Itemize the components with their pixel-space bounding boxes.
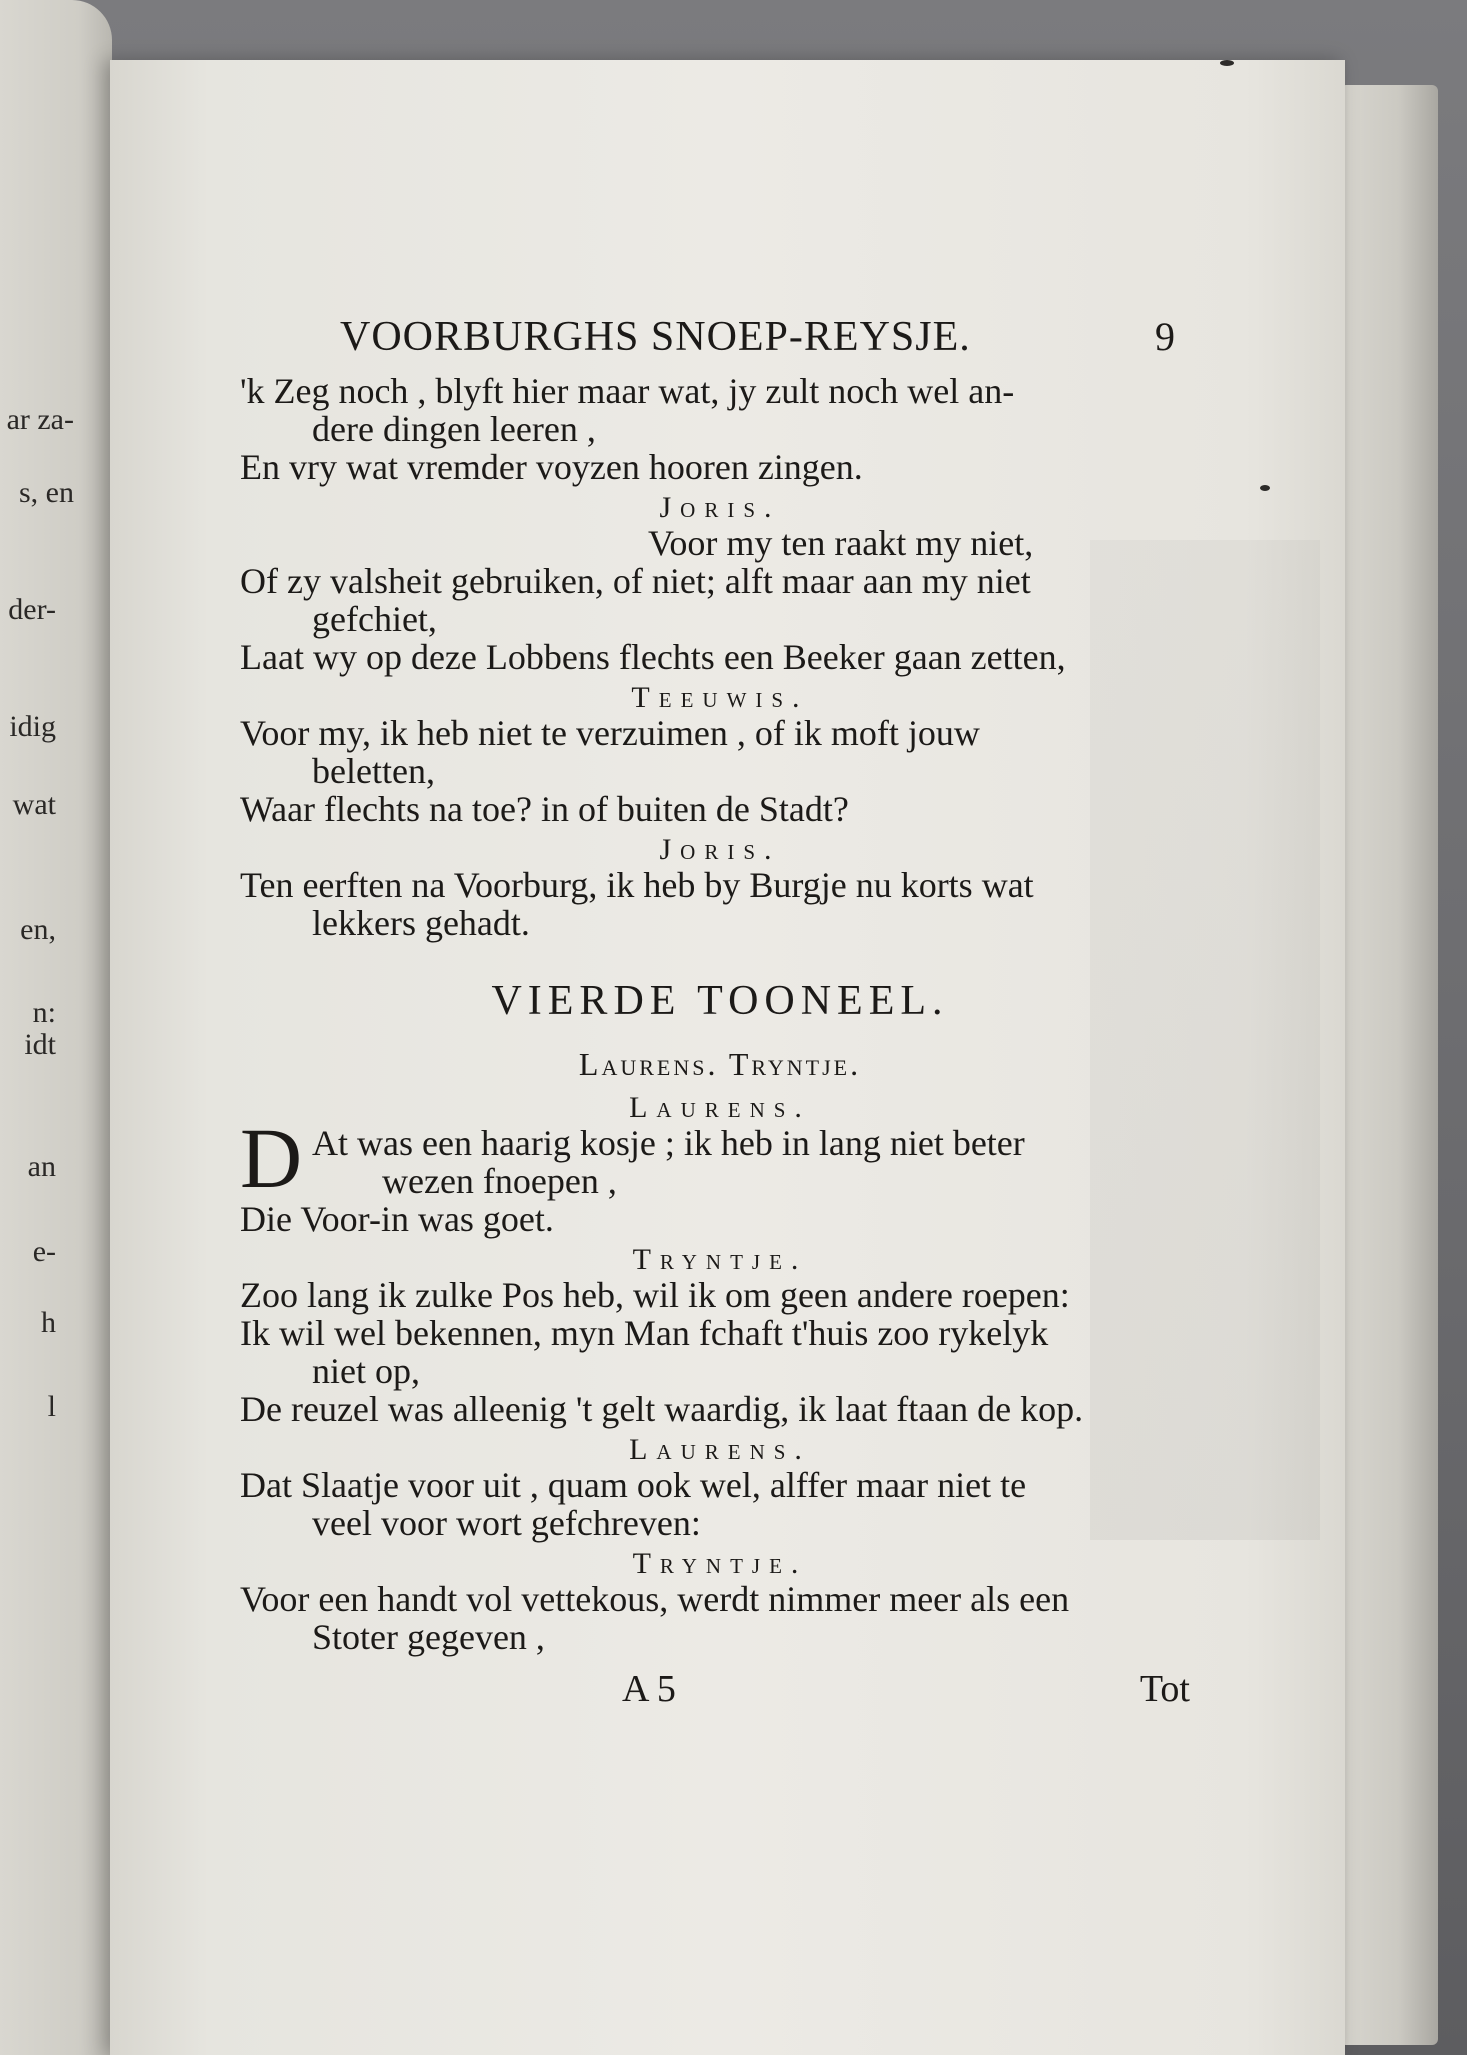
signature-mark: A 5	[622, 1668, 676, 1710]
scene-cast: Laurens. Tryntje.	[578, 1046, 862, 1082]
verse-line: Laat wy op deze Lobbens flechts een Beeker gaan zetten,	[240, 637, 1066, 677]
verse-line: niet op,	[312, 1351, 420, 1391]
verse-line: Die Voor-in was goet.	[240, 1199, 554, 1239]
left-page-fragment: ar za-	[6, 403, 74, 436]
verse-line: Of zy valsheit gebruiken, of niet; alft maar aan my niet	[240, 561, 1031, 601]
verse-line-text: At was een haarig kosje ; ik heb in lang niet beter	[312, 1123, 1025, 1163]
scene-dialogue	[240, 1086, 1200, 1656]
left-page-text-fragments	[0, 0, 112, 2055]
ink-speck	[1220, 60, 1234, 66]
dialogue-section	[240, 372, 1200, 942]
verse-line: Voor een handt vol vettekous, werdt nimmer meer als een	[240, 1579, 1070, 1619]
speaker-name: Joris.	[659, 491, 781, 524]
verse-line: Dat Slaatje voor uit , quam ook wel, alffer maar niet te	[240, 1465, 1027, 1505]
page-footer	[240, 1664, 1200, 1712]
speaker-name: Laurens.	[629, 1433, 811, 1466]
ink-speck	[1260, 485, 1270, 491]
left-page-fragment: der-	[8, 593, 56, 626]
verse-line: wezen fnoepen ,	[382, 1161, 617, 1201]
page-number: 9	[1155, 314, 1175, 359]
left-page-fragment: s, en	[19, 476, 74, 509]
left-page-fragment: l	[47, 1390, 56, 1423]
left-page-fragment: idig	[9, 710, 56, 743]
verse-line: 'k Zeg noch , blyft hier maar wat, jy zult noch wel an-	[240, 371, 1015, 411]
left-page-fragment: n:	[32, 996, 56, 1029]
speaker-name: Joris.	[659, 833, 781, 866]
left-page-fragment: wat	[12, 788, 56, 821]
running-head-title: VOORBURGHS SNOEP-REYSJE.	[340, 314, 971, 360]
left-page-fragment: e-	[32, 1235, 56, 1268]
catchword: Tot	[1139, 1668, 1190, 1710]
right-page-stack	[1340, 85, 1438, 2045]
running-head	[240, 310, 1200, 370]
speaker-name: Teeuwis.	[631, 681, 809, 714]
left-page-fragment: idt	[24, 1028, 56, 1061]
verse-line: Waar flechts na toe? in of buiten de Stadt?	[240, 789, 849, 829]
left-page-fragment: h	[41, 1306, 56, 1339]
book-page	[110, 60, 1345, 2055]
verse-line: gefchiet,	[312, 599, 437, 639]
verse-line: Stoter gegeven ,	[312, 1617, 545, 1657]
verse-line: En vry wat vremder voyzen hooren zingen.	[240, 447, 863, 487]
verse-line: Voor my ten raakt my niet,	[648, 523, 1034, 563]
speaker-name: Tryntje.	[632, 1243, 808, 1276]
verse-line: Ik wil wel bekennen, myn Man fchaft t'huis zoo rykelyk	[240, 1313, 1049, 1353]
verse-line: dere dingen leeren ,	[312, 409, 596, 449]
drop-capital: D	[240, 1110, 303, 1206]
left-page-fragment: en,	[20, 913, 56, 946]
verse-line: De reuzel was alleenig 't gelt waardig, ik laat ftaan de kop.	[240, 1389, 1084, 1429]
verse-line: veel voor wort gefchreven:	[312, 1503, 701, 1543]
scene-heading: VIERDE TOONEEL.	[491, 978, 949, 1024]
page-text	[240, 310, 1200, 1712]
speaker-name: Tryntje.	[632, 1547, 808, 1580]
speaker-name: Laurens.	[629, 1091, 811, 1124]
verse-line: Zoo lang ik zulke Pos heb, wil ik om geen andere roepen:	[240, 1275, 1070, 1315]
verse-line: Ten eerften na Voorburg, ik heb by Burgje nu korts wat	[240, 865, 1034, 905]
verse-line: beletten,	[312, 751, 435, 791]
left-page-fragment: an	[27, 1150, 56, 1183]
verse-line: Voor my, ik heb niet te verzuimen , of ik moft jouw	[240, 713, 980, 753]
verse-line: lekkers gehadt.	[312, 903, 530, 943]
